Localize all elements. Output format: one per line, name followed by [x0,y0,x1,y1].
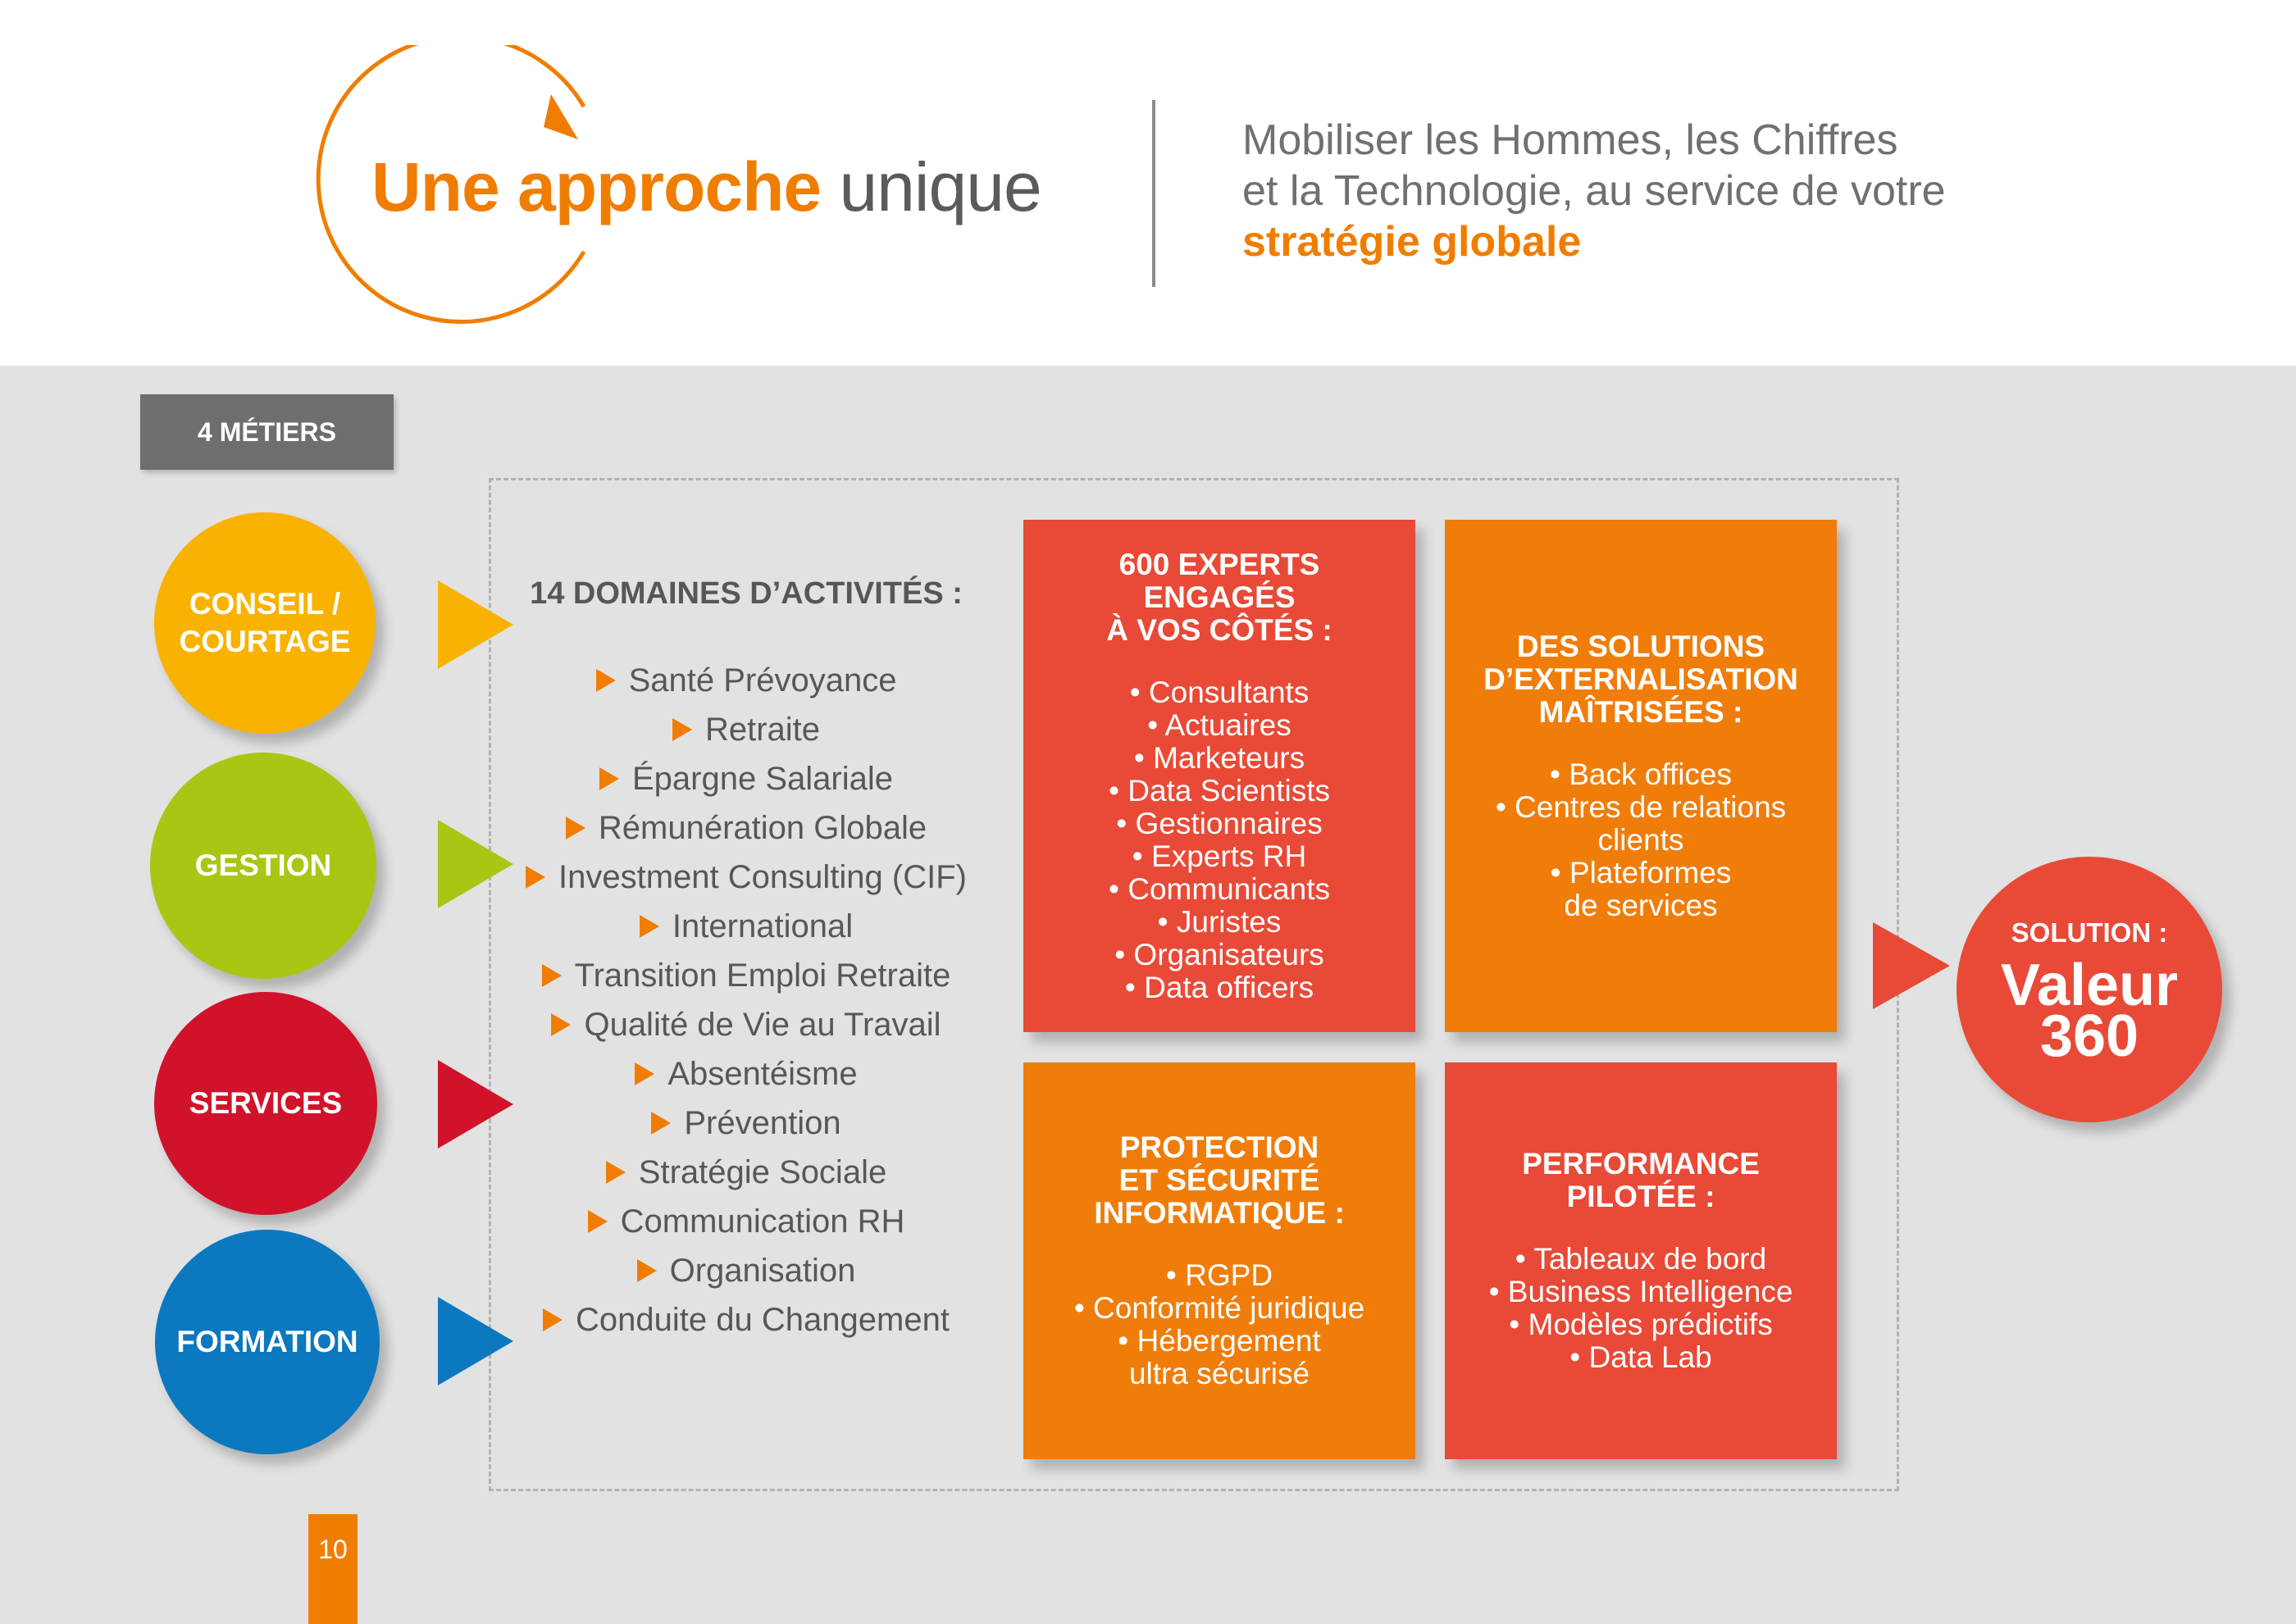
domain-label: International [672,908,854,944]
box-item: • Communicants [1109,871,1330,906]
tagline-line-1: Mobiliser les Hommes, les Chiffres [1242,116,1898,164]
domain-label: Conduite du Changement [576,1301,950,1338]
triangle-bullet-icon [651,1112,671,1135]
solution-value [2000,953,2179,1069]
page-number-tab [308,1514,358,1624]
box-item: • Conformité juridique [1073,1291,1365,1325]
triangle-bullet-icon [542,964,562,987]
triangle-bullet-icon [543,1308,563,1331]
box-item: • Tableaux de bord [1515,1242,1767,1276]
domain-label: Investment Consulting (CIF) [558,858,967,895]
triangle-bullet-icon [672,718,692,741]
metier-label-line2: COURTAGE [179,625,351,658]
metier-formation [155,1230,380,1454]
tagline [1242,115,1946,267]
solution-label: SOLUTION : [2011,917,2168,948]
domain-item [492,1197,1000,1246]
box-item: • Experts RH [1132,839,1307,873]
metier-label: FORMATION [176,1325,358,1358]
domain-item [492,1295,1000,1344]
title-highlight: Une approche [371,148,822,225]
box-title-line: D’EXTERNALISATION [1483,662,1798,696]
box-title-line: ENGAGÉS [1143,580,1296,614]
domain-label: Rémunération Globale [598,809,927,846]
box-item: • Gestionnaires [1116,806,1323,840]
domain-label: Stratégie Sociale [638,1153,887,1190]
domain-label: Organisation [669,1252,856,1289]
box-title-line: DES SOLUTIONS [1516,629,1765,663]
domain-label: Prévention [684,1104,841,1141]
triangle-bullet-icon [596,669,616,692]
triangle-bullet-icon [588,1210,608,1233]
page-title [371,148,1041,227]
box-item: • Back offices [1549,757,1733,791]
box-title-line: PILOTÉE : [1566,1180,1715,1213]
metiers-tag: 4 MÉTIERS [140,394,394,470]
box-protection [1023,1062,1415,1459]
domain-item [492,754,1000,803]
box-item: • Actuaires [1147,707,1292,742]
domain-item [492,1049,1000,1099]
triangle-bullet-icon [551,1013,571,1036]
arrow-solution-icon [1873,922,1950,1009]
box-item: • Business Intelligence [1488,1275,1793,1308]
box-item: • Juristes [1157,904,1282,939]
title-rest: unique [839,148,1041,225]
metier-services [154,992,377,1215]
solution-value-line2: 360 [2039,1003,2139,1069]
domain-item [492,853,1000,902]
box-externalisation [1445,520,1837,1032]
triangle-bullet-icon [640,915,659,938]
box-item: • Centres de relations [1495,789,1787,824]
triangle-bullet-icon [526,866,545,889]
domains-title: 14 DOMAINES D’ACTIVITÉS : [530,576,963,611]
box-item: • Data officers [1124,970,1314,1004]
tagline-highlight: stratégie globale [1242,218,1582,266]
metier-label-line1: CONSEIL / [189,587,341,621]
box-title-line: INFORMATIQUE : [1094,1196,1345,1230]
tagline-line-2: et la Technologie, au service de votre [1242,167,1946,215]
domain-label: Transition Emploi Retraite [574,957,951,994]
box-item: • Data Scientists [1108,773,1330,807]
box-item: • RGPD [1165,1258,1273,1292]
box-performance [1445,1062,1837,1459]
domain-item [492,902,1000,951]
box-item: • Plateformes [1550,855,1732,889]
triangle-bullet-icon [635,1062,654,1085]
box-title-line: MAÎTRISÉES : [1538,694,1743,729]
domain-label: Santé Prévoyance [628,662,897,698]
box-title-line: PROTECTION [1119,1130,1319,1164]
box-item: • Consultants [1129,675,1310,709]
triangle-bullet-icon [637,1259,657,1282]
metier-label: SERVICES [189,1086,343,1120]
box-item: de services [1564,888,1718,922]
box-experts [1023,520,1415,1032]
domain-item [492,1099,1000,1148]
header-divider [1152,100,1155,287]
domain-label: Épargne Salariale [632,760,893,797]
domain-item [492,1148,1000,1197]
box-item: ultra sécurisé [1128,1357,1310,1390]
box-title-line: 600 EXPERTS [1118,547,1320,581]
page-number: 10 [318,1535,348,1564]
domain-item [492,1246,1000,1295]
metier-conseil-courtage [154,512,376,734]
domain-item [492,803,1000,853]
domain-item [492,951,1000,1000]
box-title-line: À VOS CÔTÉS : [1106,612,1332,647]
domain-item [492,705,1000,754]
domain-label: Retraite [704,711,821,748]
box-item: • Marketeurs [1133,740,1305,775]
box-item: clients [1597,822,1684,857]
metier-label: GESTION [194,848,332,882]
triangle-bullet-icon [599,767,619,790]
box-title-line: ET SÉCURITÉ [1118,1163,1320,1197]
domains-list [492,656,1000,1344]
box-title-line: PERFORMANCE [1522,1147,1760,1180]
solution-circle [1957,857,2222,1122]
domain-item [492,656,1000,705]
box-item: • Modèles prédictifs [1509,1308,1773,1341]
box-item: • Data Lab [1569,1340,1712,1374]
triangle-bullet-icon [566,817,585,839]
box-item: • Organisateurs [1114,937,1324,971]
metier-gestion [150,753,376,979]
box-item: • Hébergement [1118,1324,1321,1358]
domain-label: Communication RH [620,1203,905,1240]
triangle-bullet-icon [606,1161,626,1184]
domain-label: Absentéisme [667,1055,858,1092]
domain-item [492,1000,1000,1049]
solution-value-line1: Valeur [2000,953,2179,1018]
domain-label: Qualité de Vie au Travail [584,1006,941,1043]
